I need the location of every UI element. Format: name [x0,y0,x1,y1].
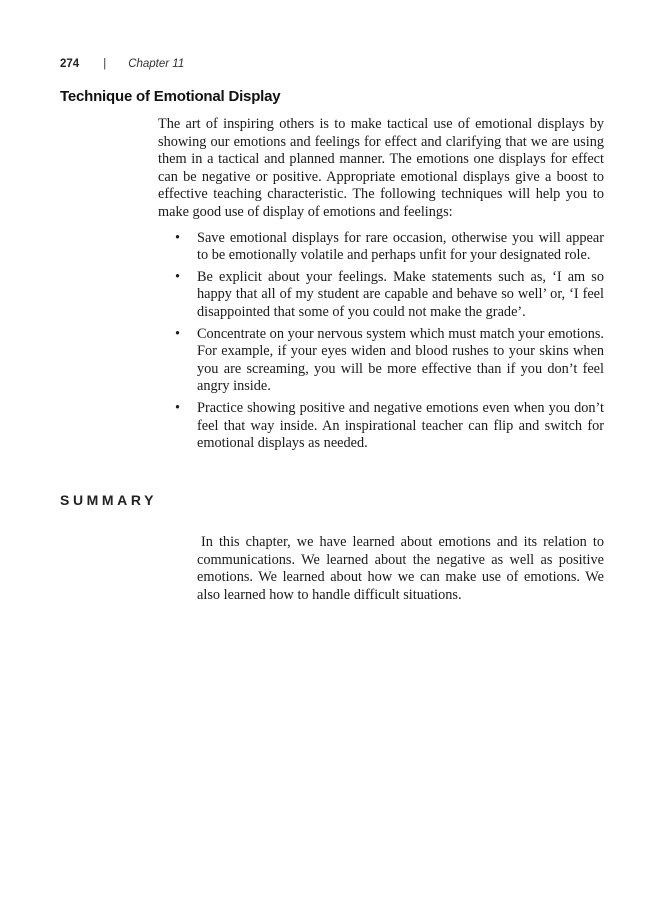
chapter-label: Chapter 11 [128,58,185,70]
summary-paragraph: In this chapter, we have learned about emotions and its relation to communications. We learned about the negative as well as positive emotions. We learned about how we can make use of emotions. We also learned how to handle difficult situations. [197,534,604,603]
list-item [158,269,604,322]
list-item [158,400,604,453]
section-title: Technique of Emotional Display [60,88,281,105]
list-item-text: Be explicit about your feelings. Make statements such as, ‘I am so happy that all of my student are capable and behave so well’ or, ‘I feel disappointed that some of you could not make the grade’. [197,268,604,320]
bullet-icon: • [175,399,181,416]
intro-paragraph: The art of inspiring others is to make tactical use of emotional displays by showing our emotions and feelings for effect and clarifying that we are using them in a tactical and planned manner. The emotions one displays for effect can be negative or positive. Appropriate emotional displays give a boost to effective teaching characteristic. The following techniques will help you to make good use of display of emotions and feelings: [158,116,604,220]
page-number: 274 [60,58,80,70]
list-item [158,230,604,265]
running-header [60,58,184,70]
section-body [158,116,604,457]
bullet-icon: • [175,229,181,246]
list-item-text: Save emotional displays for rare occasion, otherwise you will appear to be emotionally volatile and perhaps unfit for your designated role. [197,229,604,264]
summary-heading: SUMMARY [60,492,158,508]
list-item [158,326,604,396]
list-item-text: Concentrate on your nervous system which must match your emotions. For example, if your eyes widen and blood rushes to your skins when you are screaming, you will be more effective than if you don’t feel angry inside. [197,325,604,395]
bullet-icon: • [175,268,181,285]
list-item-text: Practice showing positive and negative emotions even when you don’t feel that way inside. An inspirational teacher can flip and switch for emotional displays as needed. [197,399,604,452]
bullet-icon: • [175,325,181,342]
header-separator: | [103,58,107,70]
technique-list [158,230,604,453]
